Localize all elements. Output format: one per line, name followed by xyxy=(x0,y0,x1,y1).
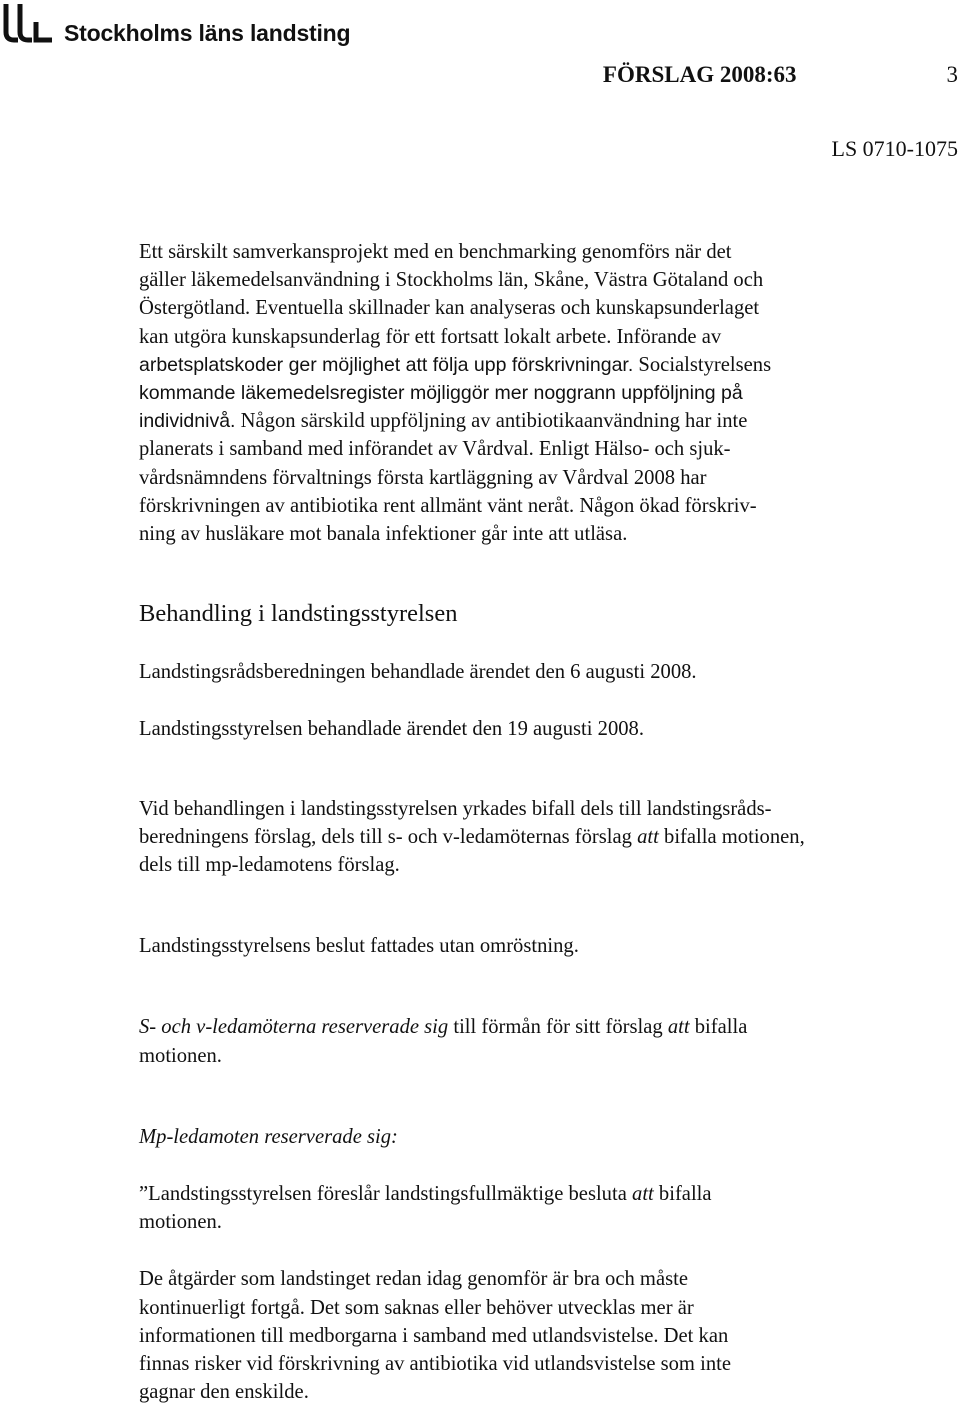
text-line: planerats i samband med införandet av Vårdval. Enligt Hälso- och sjuk- xyxy=(139,438,731,461)
document-number: FÖRSLAG 2008:63 xyxy=(602,62,797,87)
text-segment: till förmån för sitt förslag xyxy=(453,1016,663,1039)
paragraph-beslut: Landstingsstyrelsens beslut fattades utan omröstning. xyxy=(139,935,579,958)
paragraph-atgarder xyxy=(139,1265,939,1406)
text-line: motionen. xyxy=(139,1044,222,1067)
paragraph-lsrb: Landstingsrådsberedningen behandlade ärendet den 6 augusti 2008. xyxy=(139,661,697,684)
text-segment: bifalla xyxy=(694,1016,748,1039)
italic-att: att xyxy=(632,1183,654,1206)
italic-att: att xyxy=(637,825,659,848)
org-name: Stockholms läns landsting xyxy=(64,20,351,46)
italic-segment: S- och v-ledamöterna reserverade sig xyxy=(139,1016,449,1039)
document-body xyxy=(139,238,939,1406)
text-segment: individnivå. xyxy=(139,410,236,433)
paragraph-reservation-sv xyxy=(139,1013,939,1069)
text-line: vårdsnämndens förvaltnings första kartläggning av Vårdval 2008 har xyxy=(139,466,707,489)
text-line: kommande läkemedelsregister möjliggör mer noggrann uppföljning på xyxy=(139,382,743,405)
text-line: Vid behandlingen i landstingsstyrelsen yrkades bifall dels till landstingsråds- xyxy=(139,797,772,820)
text-line: De åtgärder som landstinget redan idag genomför är bra och måste xyxy=(139,1268,688,1291)
text-line: förskrivningen av antibiotika rent allmänt vänt neråt. Någon ökad förskriv- xyxy=(139,494,757,517)
text-line: Östergötland. Eventuella skillnader kan analyseras och kunskapsunderlaget xyxy=(139,297,760,320)
case-number: LS 0710-1075 xyxy=(831,136,958,161)
italic-att: att xyxy=(667,1016,690,1039)
intro-paragraph xyxy=(139,238,939,548)
text-line: kan utgöra kunskapsunderlag för ett fortsatt lokalt arbete. Införande av xyxy=(139,325,722,348)
paragraph-ls: Landstingsstyrelsen behandlade ärendet den 19 augusti 2008. xyxy=(139,718,644,741)
text-segment: Socialstyrelsens xyxy=(638,353,772,376)
text-segment: ”Landstingsstyrelsen föreslår landstingsfullmäktige besluta xyxy=(139,1183,627,1206)
text-line: gäller läkemedelsanvändning i Stockholms län, Skåne, Västra Götaland och xyxy=(139,269,764,292)
text-line: gagnar den enskilde. xyxy=(139,1381,309,1404)
text-line: dels till mp-ledamotens förslag. xyxy=(139,854,400,877)
text-line: finnas risker vid förskrivning av antibiotika vid utlandsvistelse som inte xyxy=(139,1353,731,1376)
paragraph-reservation-mp: Mp-ledamoten reserverade sig: xyxy=(139,1125,398,1148)
text-line: kontinuerligt fortgå. Det som saknas eller behöver utvecklas mer är xyxy=(139,1296,694,1319)
text-segment: beredningens förslag, dels till s- och v-ledamöternas förslag xyxy=(139,825,632,848)
text-line: arbetsplatskoder ger möjlighet att följa upp förskrivningar. xyxy=(139,353,634,376)
text-line: Ett särskilt samverkansprojekt med en benchmarking genomförs när det xyxy=(139,241,732,263)
text-line: ning av husläkare mot banala infektioner går inte att utläsa. xyxy=(139,523,628,546)
section-heading: Behandling i landstingsstyrelsen xyxy=(139,600,458,628)
page-number: 3 xyxy=(946,62,958,87)
text-segment: bifalla xyxy=(658,1183,712,1206)
sll-logo-mark-icon xyxy=(2,2,58,44)
paragraph-quote xyxy=(139,1180,939,1236)
document-id xyxy=(603,62,958,88)
sll-logo xyxy=(2,2,351,46)
paragraph-vid-behandlingen xyxy=(139,795,939,880)
text-segment: Någon särskild uppföljning av antibiotikaanvändning har inte xyxy=(240,410,748,433)
text-line: motionen. xyxy=(139,1211,222,1234)
text-segment: bifalla motionen, xyxy=(664,825,805,848)
text-line: informationen till medborgarna i samband med utlandsvistelse. Det kan xyxy=(139,1324,729,1347)
